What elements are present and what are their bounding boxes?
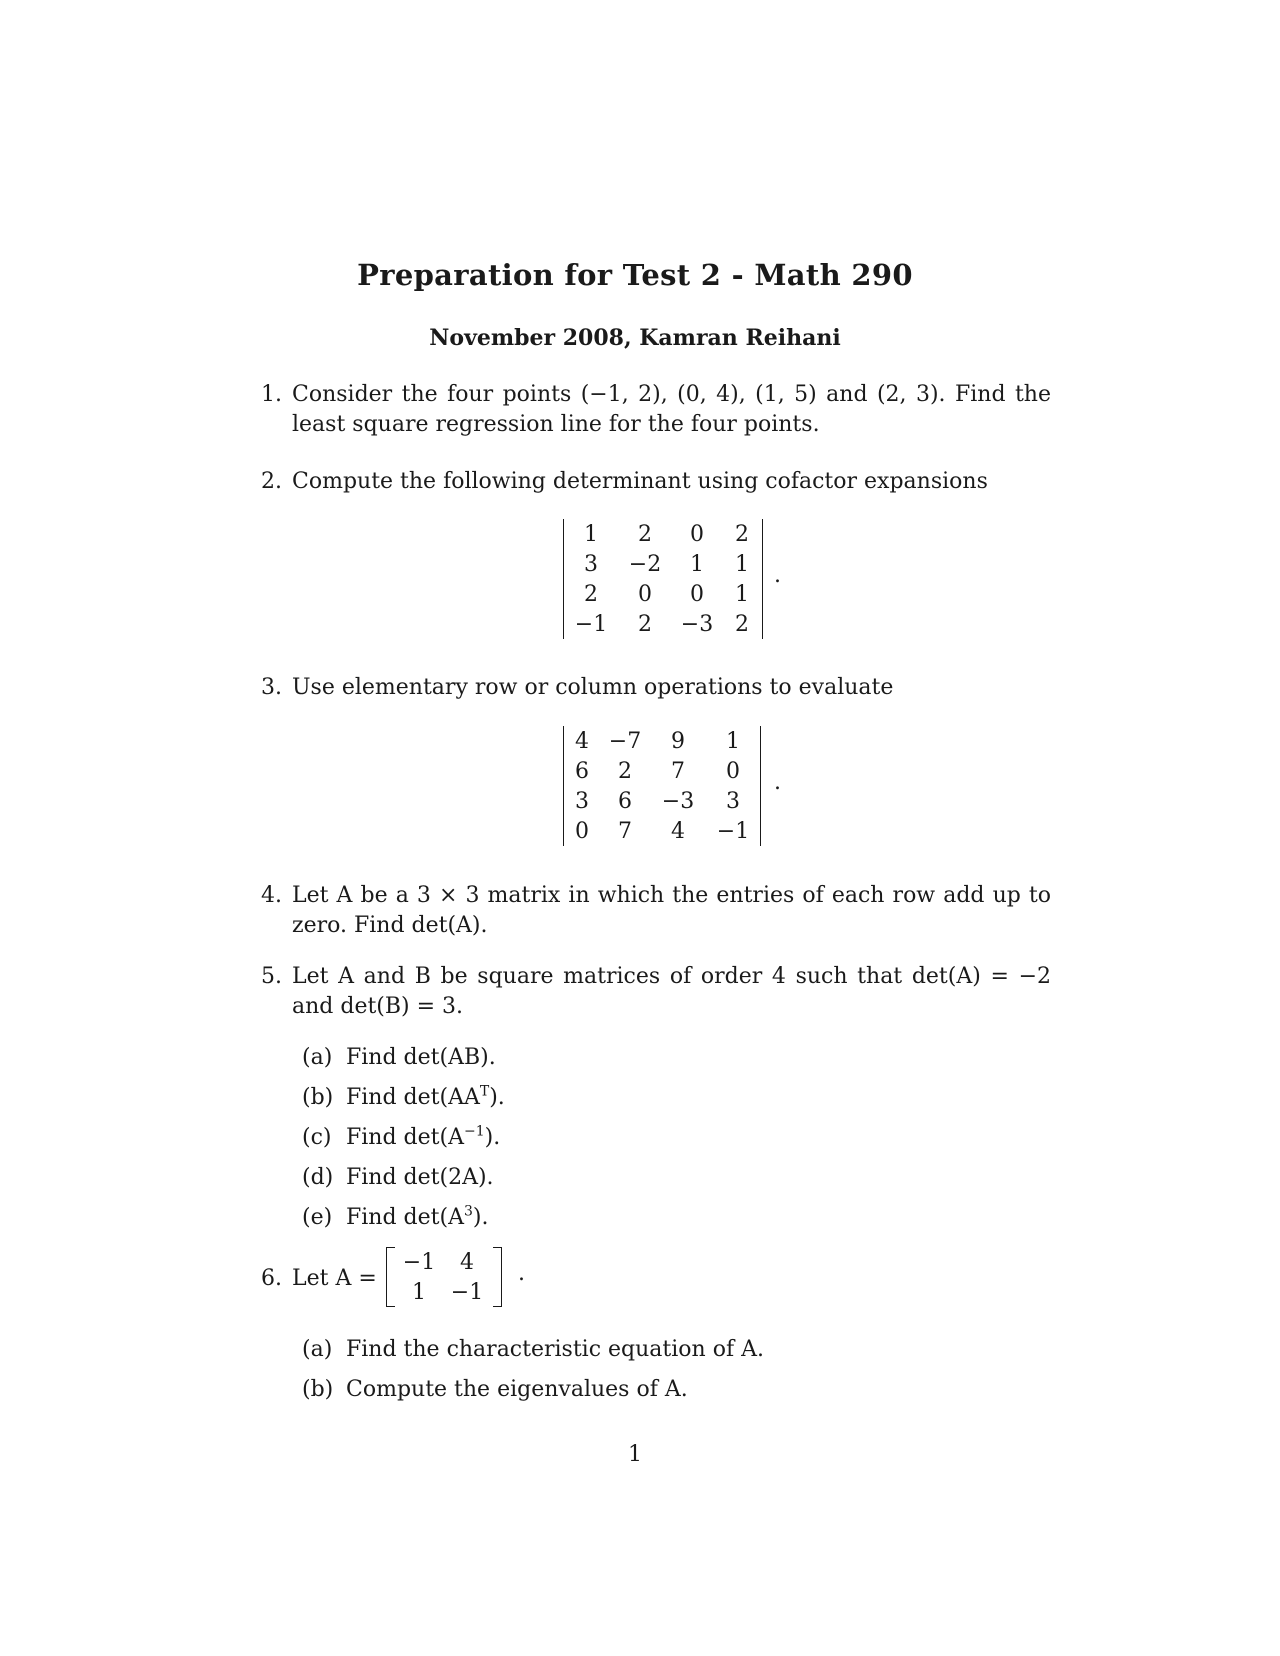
part-superscript: 3 xyxy=(463,1203,473,1220)
matrix-cell: 3 xyxy=(575,788,589,814)
part-label: (a) xyxy=(302,1337,333,1362)
matrix-cell: 6 xyxy=(575,758,589,784)
problem-text: Let A and B be square matrices of order 4 such that det(A) = −2 and det(B) = 3. xyxy=(292,964,1051,1019)
problem-5-part-b xyxy=(302,1083,505,1113)
matrix-cell: −3 xyxy=(661,788,695,814)
matrix-cell: 7 xyxy=(671,758,685,784)
matrix-row xyxy=(396,1277,492,1307)
matrix-row xyxy=(564,786,760,816)
matrix-cell: −7 xyxy=(608,728,642,754)
part-text-end: ). xyxy=(472,1205,489,1230)
part-label: (d) xyxy=(302,1165,334,1190)
problem-text: Let A = xyxy=(292,1266,377,1291)
problem-number: 3. xyxy=(261,675,282,700)
part-label: (e) xyxy=(302,1205,333,1230)
matrix-cell: 2 xyxy=(584,581,598,607)
problem-number: 4. xyxy=(261,883,282,908)
problem-4 xyxy=(261,881,1051,941)
matrix-cell: 6 xyxy=(618,788,632,814)
matrix-cell: −1 xyxy=(450,1279,484,1305)
matrix-cell: 0 xyxy=(575,818,589,844)
matrix-cell: 2 xyxy=(638,521,652,547)
part-text: Compute the eigenvalues of A. xyxy=(346,1377,688,1402)
problem-number: 5. xyxy=(261,964,282,989)
part-text: Find det(A xyxy=(346,1125,464,1150)
matrix-cell: 1 xyxy=(412,1279,426,1305)
matrix-row xyxy=(564,756,760,786)
problem-text: Compute the following determinant using cofactor expansions xyxy=(292,469,988,494)
matrix-cell: 2 xyxy=(618,758,632,784)
matrix-period: . xyxy=(774,563,781,588)
page-number: 1 xyxy=(628,1442,642,1467)
matrix-cell: 4 xyxy=(575,728,589,754)
problem-5-part-e xyxy=(302,1203,488,1233)
matrix-cell: 3 xyxy=(726,788,740,814)
problem-text: Use elementary row or column operations to evaluate xyxy=(292,675,894,700)
problem-text: Let A be a 3 × 3 matrix in which the entries of each row add up to zero. Find det(A). xyxy=(292,883,1051,938)
problem-number: 6. xyxy=(261,1266,282,1291)
matrix-cell: 0 xyxy=(690,581,704,607)
matrix-cell: 2 xyxy=(735,611,749,637)
matrix-cell: 1 xyxy=(584,521,598,547)
part-text: Find det(AB). xyxy=(346,1045,496,1070)
matrix-period: . xyxy=(518,1261,525,1286)
problem-5-part-a xyxy=(302,1043,496,1073)
matrix-cell: 4 xyxy=(671,818,685,844)
matrix-cell: 3 xyxy=(584,551,598,577)
problem-5 xyxy=(261,962,1051,1022)
problem-6-part-b xyxy=(302,1375,688,1405)
problem-number: 1. xyxy=(261,382,282,407)
problem-5-part-d xyxy=(302,1163,494,1193)
right-bracket xyxy=(493,1247,502,1307)
matrix-row xyxy=(564,609,762,639)
matrix-cell: 2 xyxy=(735,521,749,547)
left-bracket xyxy=(386,1247,395,1307)
page-subtitle: November 2008, Kamran Reihani xyxy=(429,325,841,351)
determinant-matrix-2 xyxy=(563,726,761,846)
matrix-cell: −3 xyxy=(680,611,714,637)
matrix-cell: −1 xyxy=(402,1249,436,1275)
matrix-cell: 7 xyxy=(618,818,632,844)
problem-text: Consider the four points (−1, 2), (0, 4), (1, 5) and (2, 3). Find the least square regression line for the four points. xyxy=(292,382,1051,437)
matrix-cell: −1 xyxy=(574,611,608,637)
part-superscript: T xyxy=(479,1083,490,1100)
matrix-row xyxy=(564,519,762,549)
part-text-end: ). xyxy=(484,1125,501,1150)
matrix-row xyxy=(396,1247,492,1277)
problem-5-part-c xyxy=(302,1123,500,1153)
matrix-cell: 9 xyxy=(671,728,685,754)
part-text: Find the characteristic equation of A. xyxy=(346,1337,764,1362)
matrix-cell: 0 xyxy=(638,581,652,607)
part-text-end: ). xyxy=(489,1085,505,1110)
determinant-matrix-1 xyxy=(563,519,763,639)
problem-3 xyxy=(261,673,1051,703)
matrix-row xyxy=(564,816,760,846)
matrix-cell: 0 xyxy=(726,758,740,784)
part-text: Find det(AA xyxy=(346,1085,480,1110)
matrix-row xyxy=(564,549,762,579)
matrix-cell: 1 xyxy=(690,551,704,577)
part-label: (a) xyxy=(302,1045,333,1070)
matrix-cell: 1 xyxy=(735,551,749,577)
part-text: Find det(A xyxy=(346,1205,464,1230)
problem-1 xyxy=(261,380,1051,440)
matrix-cell: 1 xyxy=(735,581,749,607)
matrix-row xyxy=(564,579,762,609)
part-label: (b) xyxy=(302,1377,334,1402)
matrix-cell: 2 xyxy=(638,611,652,637)
matrix-cell: −2 xyxy=(628,551,662,577)
matrix-cell: 0 xyxy=(690,521,704,547)
matrix-row xyxy=(564,726,760,756)
matrix-a xyxy=(386,1247,502,1307)
matrix-cell: −1 xyxy=(716,818,750,844)
matrix-period: . xyxy=(774,770,781,795)
page-title: Preparation for Test 2 - Math 290 xyxy=(357,258,913,292)
problem-6-part-a xyxy=(302,1335,764,1365)
part-text: Find det(2A). xyxy=(346,1165,494,1190)
matrix-cell: 1 xyxy=(726,728,740,754)
problem-number: 2. xyxy=(261,469,282,494)
problem-2 xyxy=(261,467,1051,497)
matrix-cell: 4 xyxy=(460,1249,474,1275)
part-superscript: −1 xyxy=(463,1123,485,1140)
part-label: (c) xyxy=(302,1125,332,1150)
part-label: (b) xyxy=(302,1085,334,1110)
